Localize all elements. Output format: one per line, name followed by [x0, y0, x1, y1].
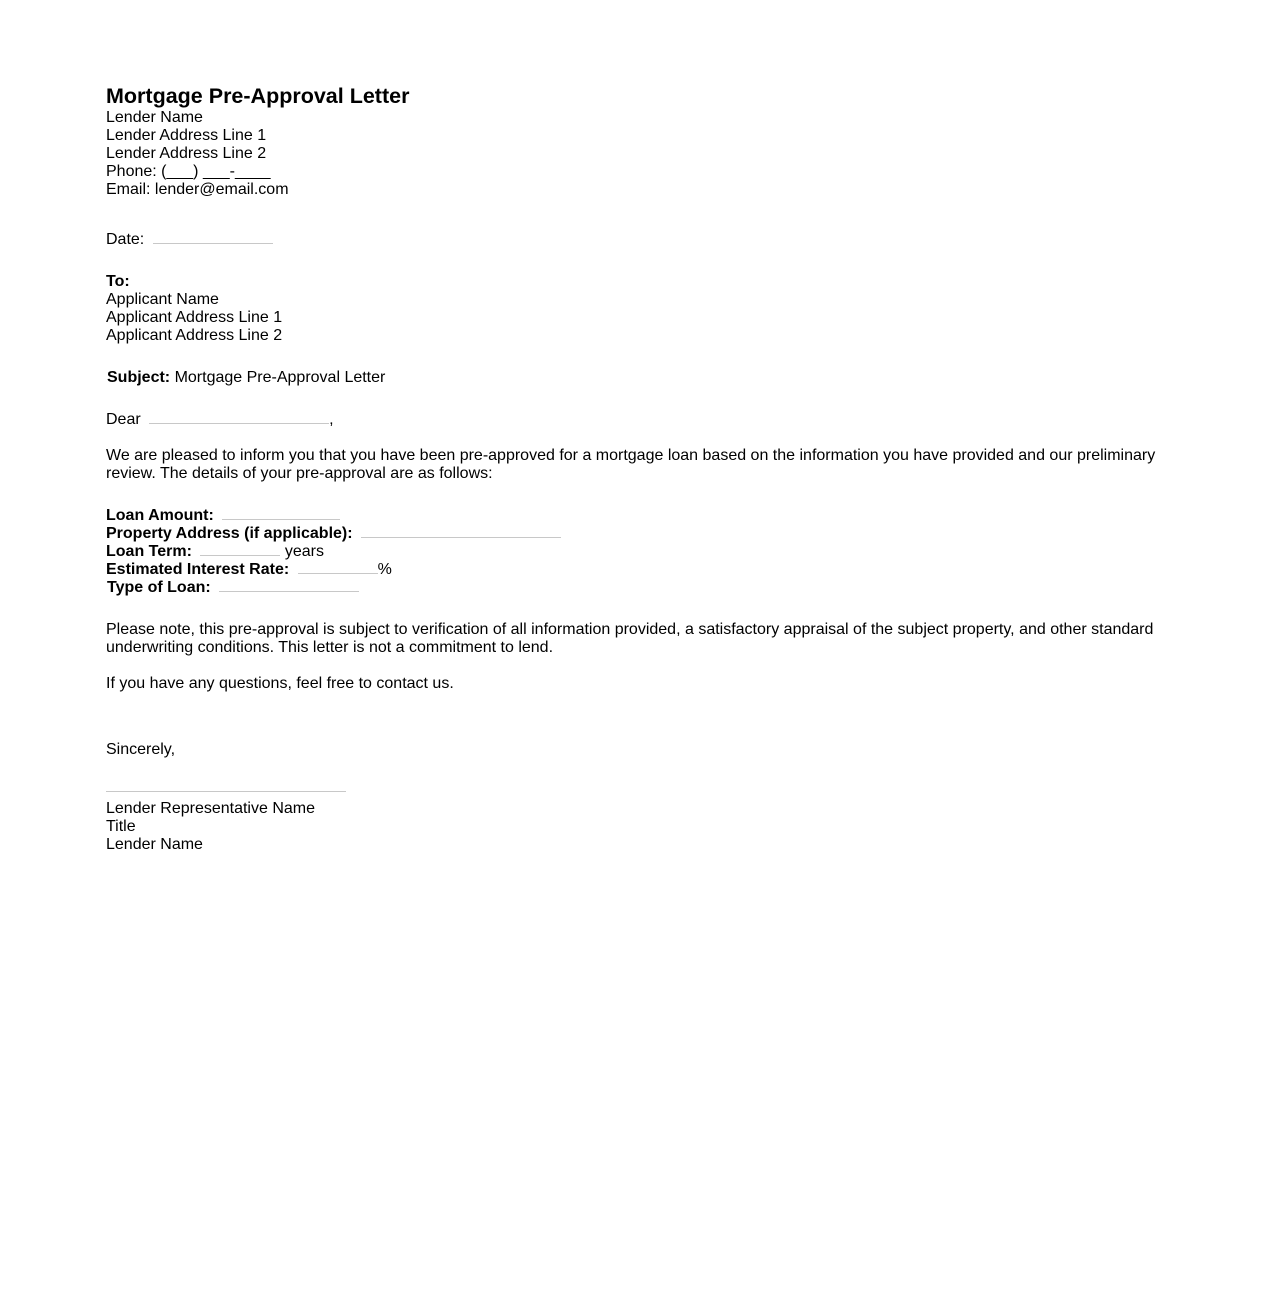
lender-email: Email: lender@email.com	[106, 181, 289, 198]
lender-address-line-2: Lender Address Line 2	[106, 145, 267, 162]
loan-amount-label: Loan Amount:	[106, 507, 214, 524]
letter-title: Mortgage Pre-Approval Letter	[106, 84, 410, 108]
applicant-address-line-1: Applicant Address Line 1	[106, 309, 283, 326]
recipient-name-field[interactable]	[149, 411, 329, 424]
interest-rate-row	[106, 561, 1166, 579]
to-label: To:	[106, 273, 130, 290]
loan-details	[106, 507, 1166, 597]
signature-block	[106, 800, 1166, 854]
signature-line[interactable]	[106, 791, 346, 792]
conditions-paragraph: Please note, this pre-approval is subject to verification of all information provided, a satisfactory appraisal of the subject property, and other standard underwriting conditions. This letter is not a commitment to lend.	[106, 621, 1154, 656]
interest-rate-label: Estimated Interest Rate:	[106, 561, 290, 578]
closing: Sincerely,	[106, 741, 176, 758]
salutation-row	[106, 411, 1166, 429]
interest-rate-field[interactable]	[298, 561, 378, 574]
date-field[interactable]	[153, 231, 273, 244]
representative-name: Lender Representative Name	[106, 800, 316, 817]
subject-label: Subject:	[107, 369, 171, 386]
intro-paragraph: We are pleased to inform you that you have been pre-approved for a mortgage loan based on the information you have provided and our preliminary review. The details of your pre-approval are as follows:	[106, 447, 1156, 482]
loan-amount-field[interactable]	[222, 507, 340, 520]
lender-header	[106, 109, 1166, 199]
recipient-block	[106, 273, 1166, 345]
lender-address-line-1: Lender Address Line 1	[106, 127, 267, 144]
loan-type-label: Type of Loan:	[107, 579, 211, 596]
lender-phone: Phone: (___) ___-____	[106, 163, 271, 180]
property-address-row	[106, 525, 1166, 543]
date-row	[106, 231, 1166, 249]
loan-type-row	[106, 579, 1166, 597]
interest-rate-unit: %	[377, 561, 392, 578]
loan-amount-row	[106, 507, 1166, 525]
letter-document	[106, 83, 1166, 854]
loan-term-label: Loan Term:	[106, 543, 192, 560]
contact-paragraph: If you have any questions, feel free to contact us.	[106, 675, 454, 692]
date-label: Date:	[106, 231, 145, 248]
applicant-address-line-2: Applicant Address Line 2	[106, 327, 283, 344]
subject-row	[106, 369, 1166, 387]
property-address-label: Property Address (if applicable):	[106, 525, 353, 542]
applicant-name: Applicant Name	[106, 291, 219, 308]
lender-name: Lender Name	[106, 109, 203, 126]
loan-term-row	[106, 543, 1166, 561]
loan-term-unit: years	[284, 543, 324, 560]
loan-type-field[interactable]	[219, 579, 359, 592]
subject-value: Mortgage Pre-Approval Letter	[174, 369, 386, 386]
salutation: Dear	[106, 411, 141, 428]
salutation-comma: ,	[329, 411, 334, 428]
representative-title: Title	[106, 818, 136, 835]
signature-lender-name: Lender Name	[106, 836, 203, 853]
property-address-field[interactable]	[361, 525, 561, 538]
loan-term-field[interactable]	[200, 543, 280, 556]
